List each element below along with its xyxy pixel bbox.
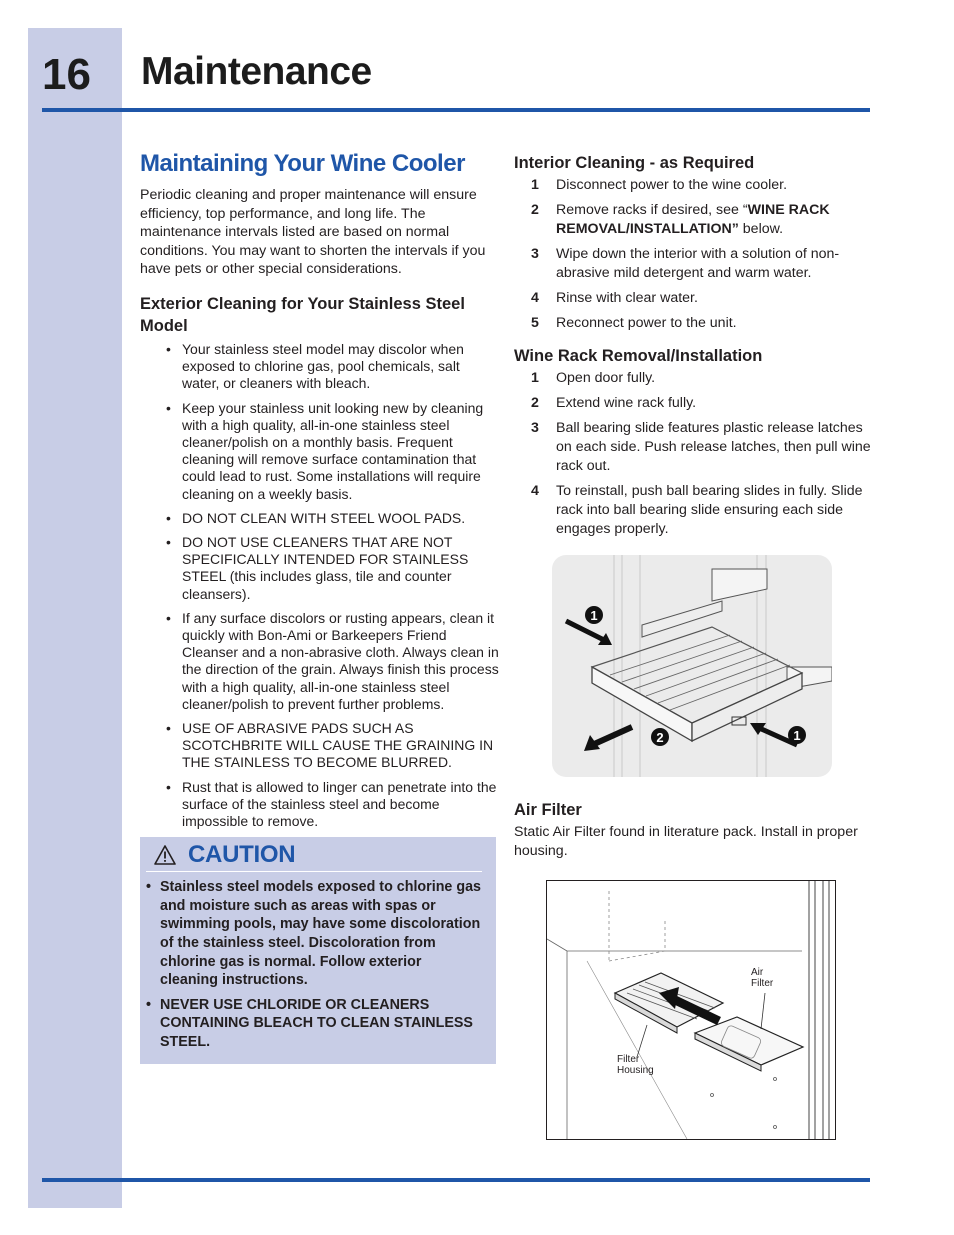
exterior-heading: Exterior Cleaning for Your Stainless Steel Model [140,294,465,335]
step-number: 2 [531,202,539,218]
step-number: 5 [531,315,539,331]
figure-label: Air [751,967,764,979]
figure-label: 2 [656,730,664,745]
wine-rack-illustration [552,555,832,777]
list-item [514,394,874,413]
air-filter-heading: Air Filter [514,801,582,819]
list-item [514,176,874,195]
step-number: 1 [531,177,539,193]
figure-label: Housing [617,1065,654,1077]
right-column [514,152,874,1140]
caution-box [140,837,496,1063]
step-number: 3 [531,246,539,262]
figure-label: Filter [617,1054,640,1066]
page-number: 16 [42,50,91,99]
list-item: • USE OF ABRASIVE PADS SUCH AS SCOTCHBRITE WILL CAUSE THE GRAINING IN THE STAINLESS TO BECOME BLURRED. [166,720,500,772]
step-text: Open door fully. [556,370,656,386]
step-text: To reinstall, push ball bearing slides in fully. Slide rack into ball bearing slide ensuring each side engages properly. [556,483,863,537]
page-title: Maintenance [141,50,372,93]
list-item [514,245,874,283]
footer-rule [42,1178,870,1182]
rack-steps [514,369,874,539]
header-rule [42,108,870,112]
step-number: 4 [531,290,539,306]
list-item: • Stainless steel models exposed to chlorine gas and moisture such as areas with spas or swimming pools, may have some discoloration of the stainless steel. Discoloration from chlorine gas is normal. Follow exterior cleaning instructions. [146,878,482,990]
step-number: 4 [531,483,539,499]
step-text: Wipe down the interior with a solution of non-abrasive mild detergent and warm water. [556,246,840,281]
left-column [140,150,500,1064]
list-item: • DO NOT USE CLEANERS THAT ARE NOT SPECIFICALLY INTENDED FOR STAINLESS STEEL (this includes glass, tile and counter cleansers). [166,534,500,603]
intro-paragraph: Periodic cleaning and proper maintenance will ensure efficiency, top performance, and long life. The maintenance intervals listed are based on normal conditions. You may want to shorten the intervals if you have pets or other special considerations. [140,187,486,278]
list-item [514,201,874,239]
air-filter-illustration [546,880,836,1140]
air-filter-text: Static Air Filter found in literature pack. Install in proper housing. [514,824,858,859]
rack-heading: Wine Rack Removal/Installation [514,347,763,365]
step-text-pre: Remove racks if desired, see “ [556,202,748,218]
step-text: Reconnect power to the unit. [556,315,737,331]
list-item [514,482,874,539]
caution-title: CAUTION [188,841,296,869]
side-band [28,28,122,1208]
figure-label: 1 [793,728,801,743]
list-item: • DO NOT CLEAN WITH STEEL WOOL PADS. [166,510,500,527]
step-number: 2 [531,395,539,411]
list-item [514,369,874,388]
list-item: • Rust that is allowed to linger can penetrate into the surface of the stainless steel and become impossible to remove. [166,779,500,831]
step-text: Disconnect power to the wine cooler. [556,177,788,193]
list-item: • NEVER USE CHLORIDE OR CLEANERS CONTAINING BLEACH TO CLEAN STAINLESS STEEL. [146,996,482,1052]
step-number: 1 [531,370,539,386]
step-number: 3 [531,420,539,436]
list-item [514,289,874,308]
figure-label: Filter [751,978,774,990]
warning-icon [154,845,176,865]
exterior-bullets [166,341,500,830]
list-item: • If any surface discolors or rusting appears, clean it quickly with Bon-Ami or Barkeepers Friend Cleanser and a non-abrasive cloth. Always clean in the direction of the grain. Always finish this process with a high quality, all-in-one stainless steel cleaner/polish to prevent further problems. [166,610,500,713]
step-text [556,201,874,239]
figure-label: 1 [590,608,598,623]
step-text: Ball bearing slide features plastic release latches on each side. Push release latches, then pull wine rack out. [556,420,871,474]
list-item [514,419,874,476]
list-item: • Your stainless steel model may discolor when exposed to chlorine gas, pool chemicals, salt water, or cleaners with bleach. [166,341,500,393]
list-item [514,314,874,333]
step-text-bold: WINE RACK REMOVAL/INSTALLATION” [556,202,830,237]
step-text-post: below. [738,221,784,237]
interior-steps [514,176,874,333]
section-heading: Maintaining Your Wine Cooler [140,150,465,177]
step-text: Extend wine rack fully. [556,395,697,411]
caution-list [146,878,482,1051]
caution-header [146,841,482,872]
step-text: Rinse with clear water. [556,290,698,306]
list-item: • Keep your stainless unit looking new by cleaning with a high quality, all-in-one stainless steel cleaner/polish on a monthly basis. Frequent cleaning will remove surface contamination that could lead to rust. Some installations will require cleaning on a weekly basis. [166,400,500,503]
interior-heading: Interior Cleaning - as Required [514,154,755,172]
